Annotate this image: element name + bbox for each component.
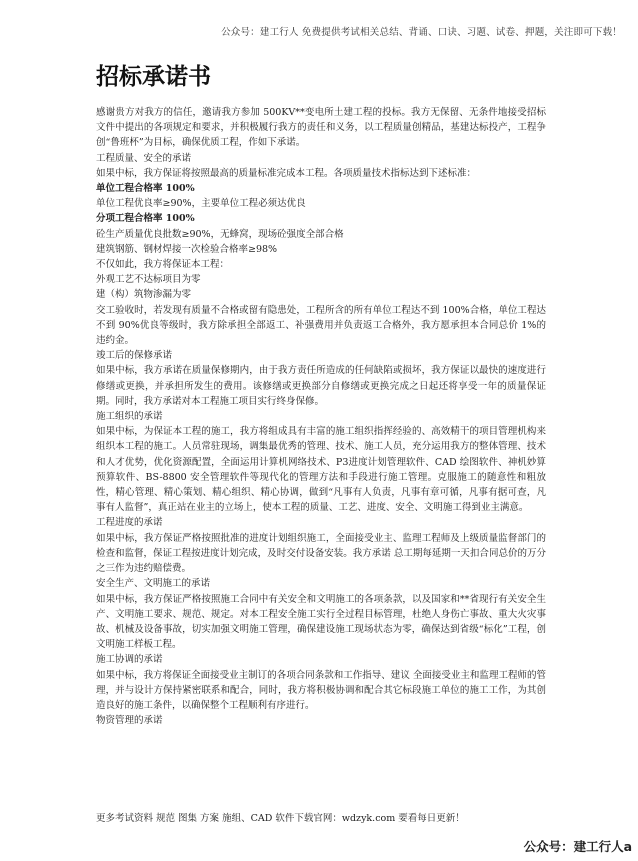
section-heading-materials: 物资管理的承诺 xyxy=(96,715,163,727)
paragraph: 不仅如此，我方将保证本工程： xyxy=(96,259,230,271)
quality-metric: 单位工程优良率≥90%，主要单位工程必须达优良 xyxy=(96,198,306,210)
section-heading-coordination: 施工协调的承诺 xyxy=(96,654,163,666)
paragraph: 交工验收时，若发现有质量不合格或留有隐患处，工程所含的所有单位工程达不到 100%合格，单位工程达不到 90%优良等级时，我方除承担全部返工、补强费用并负责返工合格外，我方愿承担本合同总价 1%的违约金。 xyxy=(96,304,546,347)
watermark: 公众号：建工行人a xyxy=(523,839,632,854)
document-body xyxy=(96,105,546,728)
section-heading-safety-civilized: 安全生产、文明施工的承诺 xyxy=(96,578,211,590)
paragraph: 如果中标，我方保证将按照最高的质量标准完成本工程。各项质量技术指标达到下述标准： xyxy=(96,167,477,179)
page-title: 招标承诺书 xyxy=(96,64,211,90)
paragraph: 如果中标，我方保证严格按照批准的进度计划组织施工，全面接受业主、监理工程师及上级质量监督部门的检查和监督，保证工程按进度计划完成，及时交付设备安装。我方承诺 总工期每延期一天扣合同总价的万分之三作为违约赔偿费。 xyxy=(96,532,546,575)
section-heading-quality-safety: 工程质量、安全的承诺 xyxy=(96,152,192,164)
paragraph-intro: 感谢贵方对我方的信任，邀请我方参加 500KV**变电所土建工程的投标。我方无保留、无条件地接受招标文件中提出的各项规定和要求，并积极履行我方的责任和义务，以工程质量创精品，基建达标投产，工程争创“鲁班杯”为目标，确保优质工程，作如下承诺。 xyxy=(96,107,546,149)
section-heading-warranty: 竣工后的保修承诺 xyxy=(96,350,173,362)
quality-metric: 砼生产质量优良批数≥90%，无蜂窝，现场砼强度全部合格 xyxy=(96,228,344,240)
section-heading-organization: 施工组织的承诺 xyxy=(96,411,163,423)
paragraph: 如果中标，我方将保证全面接受业主制订的各项合同条款和工作指导、建议 全面接受业主和监理工程师的管理，并与设计方保持紧密联系和配合，同时，我方将积极协调和配合其它标段施工单位的施工工作，为其创造良好的施工条件，以确保整个工程顺利有序进行。 xyxy=(96,669,546,711)
quality-metric: 建筑钢筋、钢材焊接一次检验合格率≥98% xyxy=(96,243,278,255)
paragraph: 如果中标，我方承诺在质量保修期内，由于我方责任所造成的任何缺陷或损坏，我方保证以最快的速度进行修缮或更换，并承担所发生的费用。该修缮或更换部分自修缮或更换完成之日起还将享受一年的质量保证期。同时，我方承诺对本工程施工项目实行终身保修。 xyxy=(96,365,546,407)
quality-metric: 建（构）筑物渗漏为零 xyxy=(96,289,192,301)
section-heading-schedule: 工程进度的承诺 xyxy=(96,517,163,529)
header-note: 公众号：建工行人 免费提供考试相关总结、背诵、口诀、习题、试卷、押题，关注即可下载！ xyxy=(221,27,622,38)
quality-metric: 外观工艺不达标项目为零 xyxy=(96,274,201,286)
footer-note: 更多考试资料 规范 图集 方案 施组、CAD 软件下载官网：wdzyk.com 要看每日更新！ xyxy=(96,813,465,824)
paragraph: 如果中标，为保证本工程的施工，我方将组成具有丰富的施工组织指挥经验的、高效精干的项目管理机构来组织本工程的施工。人员常驻现场，调集最优秀的管理、技术、施工人员，充分运用我方的整体管理、技术和人才优势，优化资源配置，全面运用计算机网络技术、P3进度计划管理软件、CAD 绘图软件、神机妙算预算软件、BS-8800 安全管理软件等现代化的管理方法和手段进行施工管理。克服施工的随意性和粗放性，精心管理、精心策划、精心组织、精心协调，做到“凡事有人负责，凡事有章可循，凡事有据可查，凡事有人监督”，真正站在业主的立场上，使本工程的质量、工艺、进度、安全、文明施工得到业主满意。 xyxy=(96,426,546,514)
quality-metric: 单位工程合格率 100% xyxy=(96,183,195,195)
paragraph: 如果中标，我方保证严格按照施工合同中有关安全和文明施工的各项条款，以及国家和**省现行有关安全生产、文明施工要求、规范、规定。对本工程安全施工实行全过程目标管理，杜绝人身伤亡事故、重大火灾事故、机械及设备事故，切实加强文明施工管理，确保建设施工现场状态为零，确保达到省级“标化”工程，创文明施工样板工程。 xyxy=(96,593,546,651)
quality-metric: 分项工程合格率 100% xyxy=(96,213,195,225)
